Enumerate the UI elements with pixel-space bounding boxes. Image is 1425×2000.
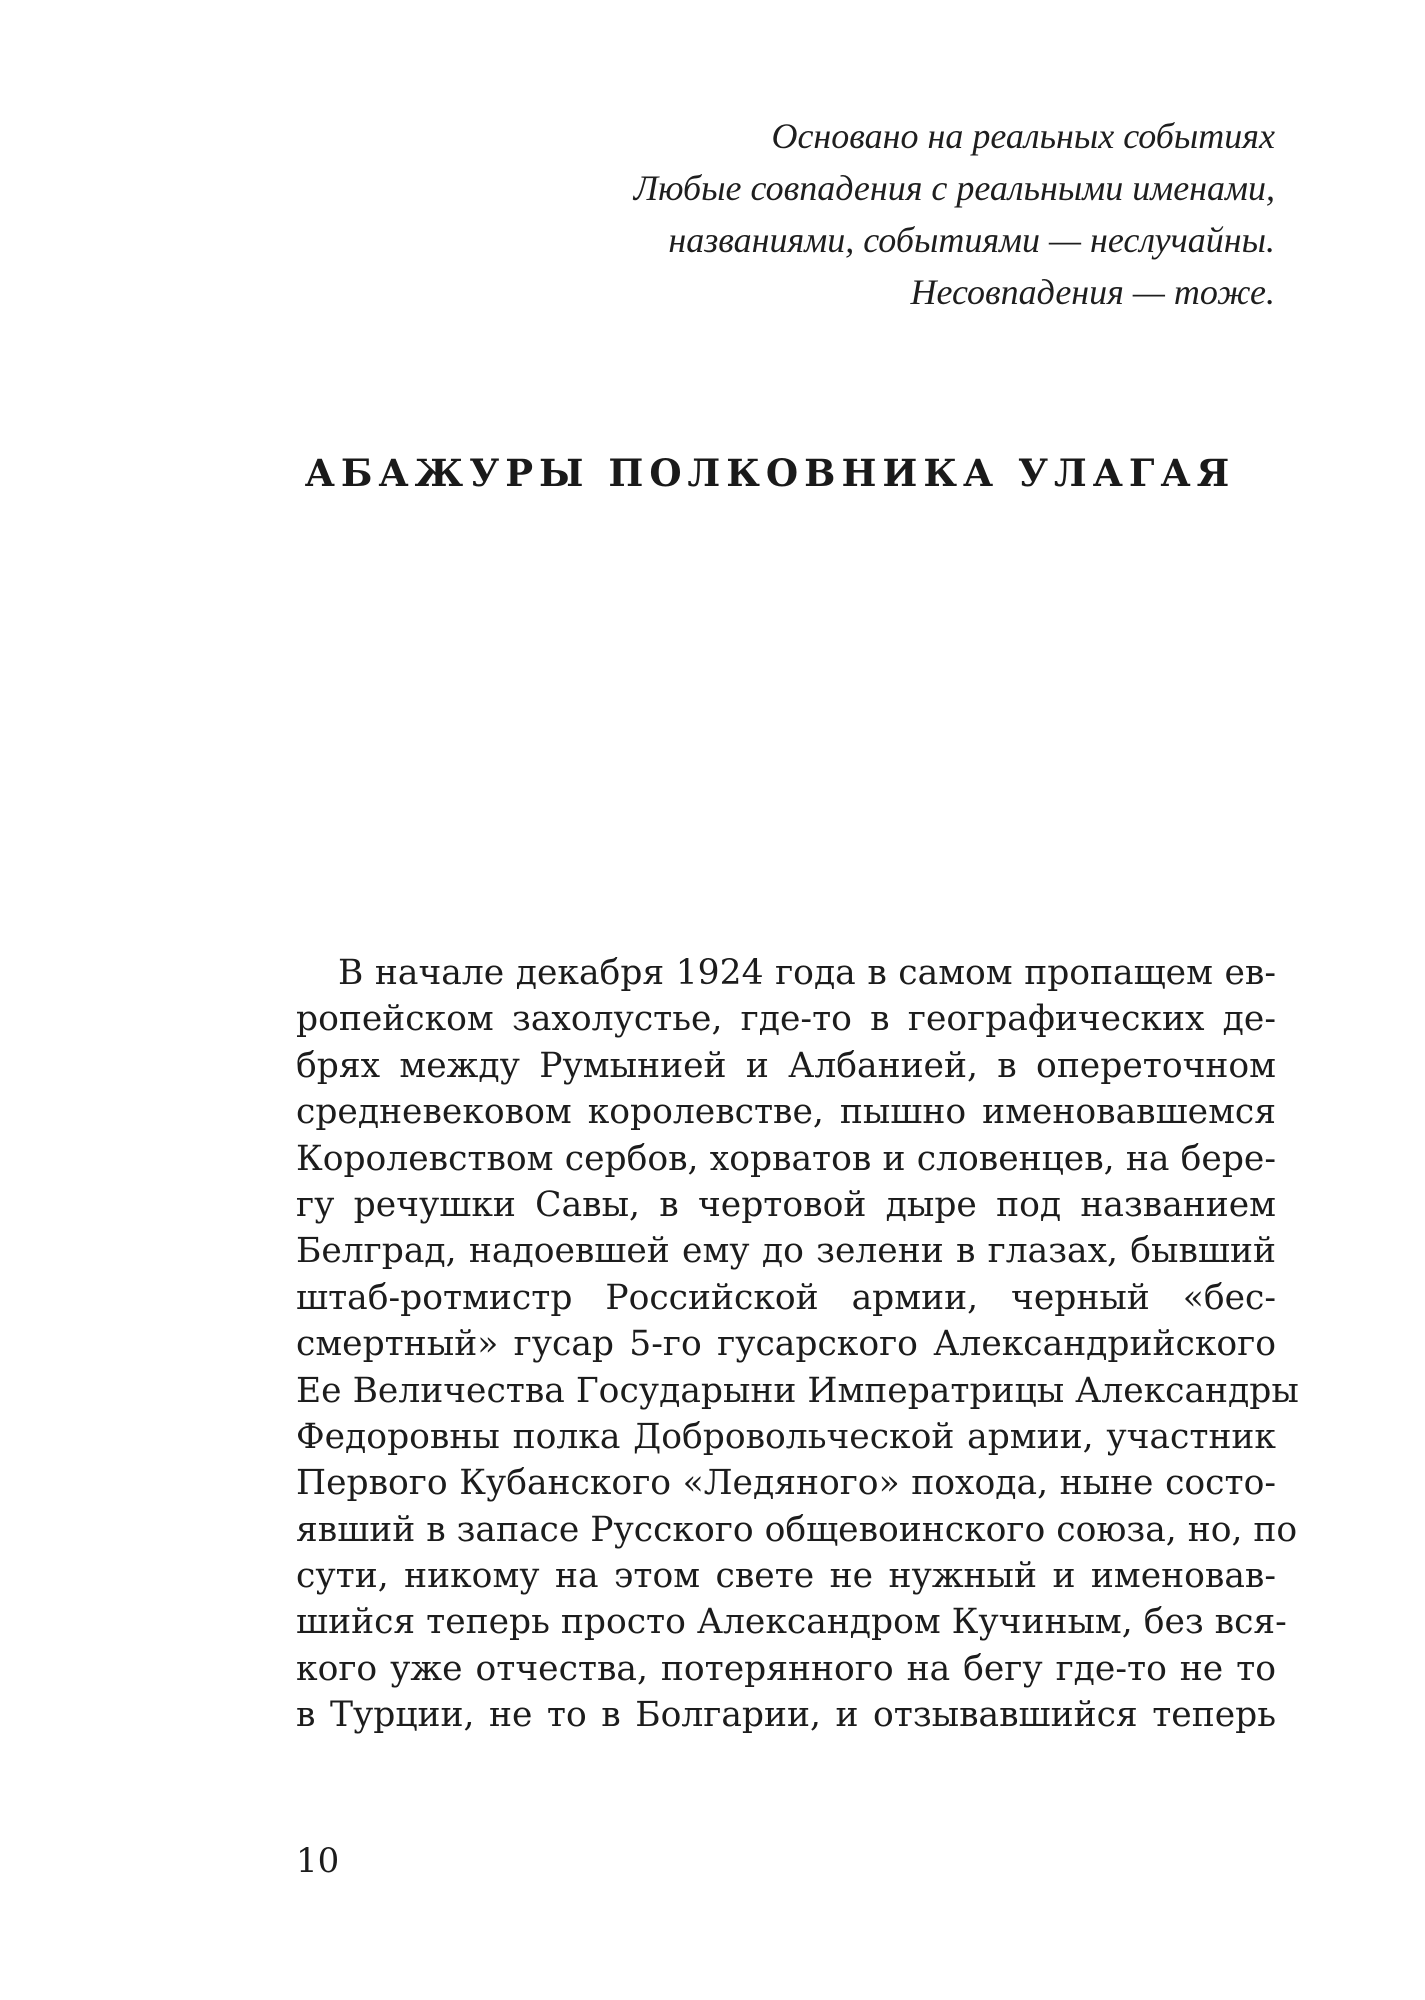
epigraph-line: Несовпадения — тоже. — [910, 272, 1275, 312]
chapter-title: АБАЖУРЫ ПОЛКОВНИКА УЛАГАЯ — [304, 451, 1236, 495]
body-line: Ее Величества Государыни Императрицы Александры — [296, 1370, 1299, 1411]
body-line: средневековом королевстве, пышно именовавшемся — [296, 1092, 1276, 1133]
body-line: В начале декабря 1924 года в самом пропащем ев- — [338, 953, 1276, 993]
body-line: штаб-ротмистр Российской армии, черный «бес- — [296, 1277, 1276, 1318]
epigraph-line: Любые совпадения с реальными именами, — [633, 168, 1275, 208]
epigraph-line: названиями, событиями — неслучайны. — [668, 220, 1275, 260]
body-line: ропейском захолустье, где-то в географических де- — [296, 999, 1276, 1040]
epigraph-line: Основано на реальных событиях — [771, 116, 1275, 156]
body-paragraph — [296, 950, 1299, 1739]
body-line: сути, никому на этом свете не нужный и именовав- — [296, 1556, 1276, 1597]
body-line: Белград, надоевшей ему до зелени в глазах, бывший — [296, 1231, 1276, 1272]
body-line: шийся теперь просто Александром Кучиным, без вся- — [296, 1602, 1287, 1643]
body-line: Королевством сербов, хорватов и словенцев, на бере- — [296, 1138, 1276, 1179]
body-line: смертный» гусар 5-го гусарского Александрийского — [296, 1324, 1276, 1365]
body-line: Федоровны полка Добровольческой армии, участник — [296, 1416, 1276, 1457]
body-line: кого уже отчества, потерянного на бегу где-то не то — [296, 1648, 1276, 1689]
body-line: гу речушки Савы, в чертовой дыре под названием — [296, 1184, 1276, 1225]
epigraph — [560, 110, 1275, 318]
page-number: 10 — [296, 1841, 340, 1881]
body-line: брях между Румынией и Албанией, в опереточном — [296, 1045, 1276, 1086]
body-line: в Турции, не то в Болгарии, и отзывавшийся теперь — [296, 1695, 1276, 1736]
body-line: Первого Кубанского «Ледяного» похода, ныне состо- — [296, 1463, 1276, 1504]
body-line: явший в запасе Русского общевоинского союза, но, по — [296, 1509, 1298, 1550]
